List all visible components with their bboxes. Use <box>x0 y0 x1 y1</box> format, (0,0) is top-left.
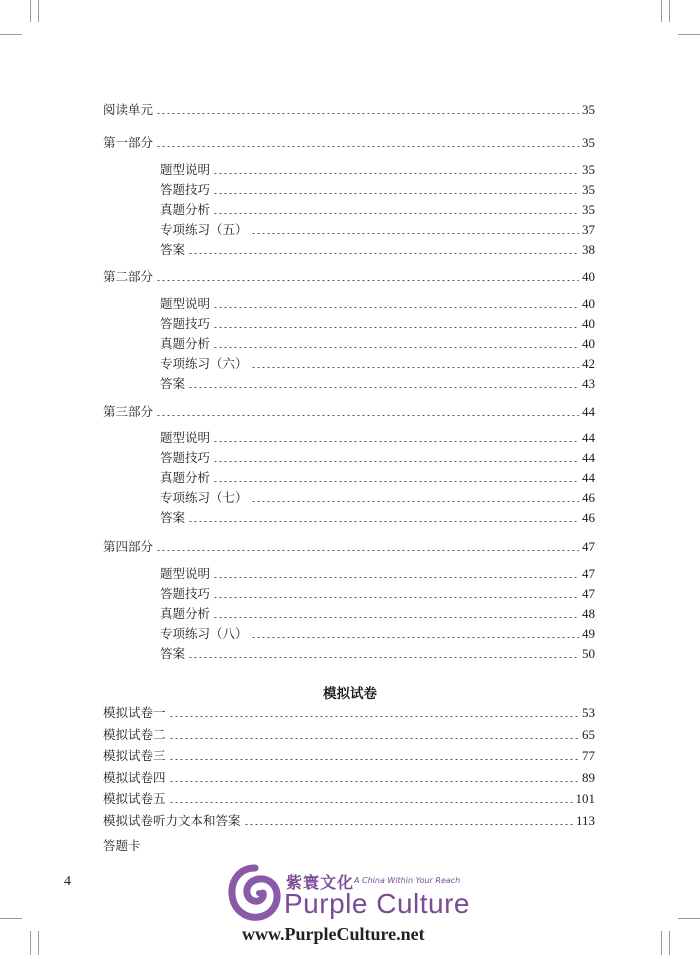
dot-leader <box>156 550 579 551</box>
toc-subentry[interactable] <box>160 468 595 486</box>
section-title-mock-exams: 模拟试卷 <box>323 686 377 702</box>
toc-entry-page: 77 <box>582 748 595 763</box>
dot-leader <box>213 597 579 598</box>
toc-entry-label: 模拟试卷听力文本和答案 <box>103 813 241 828</box>
toc-entry-page: 46 <box>582 490 595 505</box>
dot-leader <box>213 577 579 578</box>
toc-entry-page: 44 <box>582 450 595 465</box>
toc-subentry[interactable] <box>160 160 595 178</box>
toc-entry-label: 真题分析 <box>160 336 211 351</box>
toc-entry-page: 40 <box>582 269 595 284</box>
toc-entry-page: 35 <box>582 135 595 150</box>
toc-entry-label: 专项练习（五） <box>160 222 248 237</box>
toc-subentry[interactable] <box>160 428 595 446</box>
toc-entry-label: 答案 <box>160 376 186 391</box>
toc-entry-page: 47 <box>582 539 595 554</box>
dot-leader <box>213 441 579 442</box>
purple-culture-swirl-icon <box>228 864 282 922</box>
toc-subentry[interactable] <box>160 294 595 312</box>
toc-entry-page: 53 <box>582 705 595 720</box>
toc-entry-page: 40 <box>582 336 595 351</box>
dot-leader <box>156 415 579 416</box>
toc-entry-label: 阅读单元 <box>103 102 154 117</box>
toc-entry-page: 40 <box>582 316 595 331</box>
dot-leader <box>244 824 573 825</box>
toc-entry-page: 44 <box>582 470 595 485</box>
toc-entry-label: 模拟试卷一 <box>103 705 166 720</box>
toc-entry-label: 专项练习（六） <box>160 356 248 371</box>
toc-subentry[interactable] <box>160 180 595 198</box>
toc-subentry[interactable] <box>160 584 595 602</box>
toc-entry-page: 47 <box>582 566 595 581</box>
dot-leader <box>213 481 579 482</box>
dot-leader <box>213 193 579 194</box>
dot-leader <box>169 759 579 760</box>
toc-entry-page: 46 <box>582 510 595 525</box>
toc-entry-label: 专项练习（八） <box>160 626 248 641</box>
toc-entry-mock-exam[interactable] <box>103 746 595 764</box>
toc-entry-label: 模拟试卷四 <box>103 770 166 785</box>
toc-entry-label: 专项练习（七） <box>160 490 248 505</box>
toc-subentry[interactable] <box>160 448 595 466</box>
toc-entry-page: 43 <box>582 376 595 391</box>
toc-entry-part-3[interactable] <box>103 402 595 420</box>
toc-entry-label: 模拟试卷五 <box>103 791 166 806</box>
toc-entry-page: 113 <box>575 813 595 828</box>
toc-entry-label: 真题分析 <box>160 606 211 621</box>
toc-entry-answer-sheet[interactable]: 答题卡 <box>103 838 141 853</box>
logo-url: www.PurpleCulture.net <box>242 924 425 944</box>
toc-entry-page: 49 <box>582 626 595 641</box>
toc-entry-page: 47 <box>582 586 595 601</box>
dot-leader <box>251 367 579 368</box>
toc-entry-label: 答题技巧 <box>160 450 211 465</box>
dot-leader <box>213 327 579 328</box>
dot-leader <box>156 280 579 281</box>
dot-leader <box>213 213 579 214</box>
toc-entry-label: 模拟试卷二 <box>103 727 166 742</box>
toc-entry-page: 65 <box>582 727 595 742</box>
dot-leader <box>188 253 579 254</box>
toc-entry-label: 答题技巧 <box>160 316 211 331</box>
toc-subentry[interactable] <box>160 240 595 258</box>
toc-entry-label: 答案 <box>160 646 186 661</box>
toc-entry-page: 101 <box>575 791 595 806</box>
toc-entry-page: 48 <box>582 606 595 621</box>
dot-leader <box>213 617 579 618</box>
toc-subentry[interactable] <box>160 564 595 582</box>
toc-entry-page: 35 <box>582 162 595 177</box>
toc-entry-label: 答案 <box>160 510 186 525</box>
toc-entry-label: 题型说明 <box>160 296 211 311</box>
toc-entry-label: 答案 <box>160 242 186 257</box>
toc-entry-page: 44 <box>582 404 595 419</box>
toc-entry-page: 40 <box>582 296 595 311</box>
watermark-logo <box>228 862 488 952</box>
toc-entry-page: 44 <box>582 430 595 445</box>
dot-leader <box>169 716 579 717</box>
toc-entry-page: 37 <box>582 222 595 237</box>
toc-entry-label: 第三部分 <box>103 404 154 419</box>
toc-entry-label: 答题技巧 <box>160 586 211 601</box>
dot-leader <box>213 307 579 308</box>
toc-entry-label: 题型说明 <box>160 430 211 445</box>
toc-entry-label: 真题分析 <box>160 470 211 485</box>
toc-subentry[interactable] <box>160 624 595 642</box>
dot-leader <box>251 501 579 502</box>
toc-entry-label: 真题分析 <box>160 202 211 217</box>
toc-entry-reading-unit[interactable] <box>103 100 595 118</box>
toc-subentry[interactable] <box>160 508 595 526</box>
dot-leader <box>213 173 579 174</box>
toc-subentry[interactable] <box>160 314 595 332</box>
toc-subentry[interactable] <box>160 334 595 352</box>
toc-entry-label: 答题技巧 <box>160 182 211 197</box>
toc-entry-mock-exam[interactable] <box>103 703 595 721</box>
dot-leader <box>156 146 579 147</box>
toc-entry-label: 第四部分 <box>103 539 154 554</box>
page-number: 4 <box>64 874 71 889</box>
toc-subentry[interactable] <box>160 488 595 506</box>
logo-english-text: Purple Culture <box>284 888 470 919</box>
toc-entry-part-4[interactable] <box>103 537 595 555</box>
toc-entry-label: 题型说明 <box>160 162 211 177</box>
dot-leader <box>188 521 579 522</box>
toc-subentry[interactable] <box>160 220 595 238</box>
toc-subentry[interactable] <box>160 354 595 372</box>
logo-chinese-text: 紫寰文化 <box>286 873 355 892</box>
toc-subentry[interactable] <box>160 374 595 392</box>
toc-entry-mock-exam[interactable] <box>103 768 595 786</box>
dot-leader <box>213 347 579 348</box>
toc-entry-part-2[interactable] <box>103 267 595 285</box>
toc-entry-label: 第一部分 <box>103 135 154 150</box>
toc-entry-label: 第二部分 <box>103 269 154 284</box>
toc-entry-mock-exam[interactable] <box>103 789 595 807</box>
dot-leader <box>169 738 579 739</box>
toc-subentry[interactable] <box>160 200 595 218</box>
toc-entry-page: 35 <box>582 102 595 117</box>
toc-entry-page: 38 <box>582 242 595 257</box>
dot-leader <box>251 637 579 638</box>
dot-leader <box>251 233 579 234</box>
toc-subentry[interactable] <box>160 604 595 622</box>
dot-leader <box>188 657 579 658</box>
toc-entry-page: 50 <box>582 646 595 661</box>
toc-entry-label: 模拟试卷三 <box>103 748 166 763</box>
toc-entry-label: 题型说明 <box>160 566 211 581</box>
toc-entry-page: 35 <box>582 182 595 197</box>
dot-leader <box>188 387 579 388</box>
dot-leader <box>169 802 573 803</box>
dot-leader <box>213 461 579 462</box>
toc-entry-page: 89 <box>582 770 595 785</box>
logo-tagline: A China Within Your Reach <box>354 876 461 885</box>
toc-entry-page: 42 <box>582 356 595 371</box>
dot-leader <box>156 113 579 114</box>
toc-subentry[interactable] <box>160 644 595 662</box>
toc-entry-part-1[interactable] <box>103 133 595 151</box>
toc-entry-mock-exam[interactable] <box>103 725 595 743</box>
toc-entry-mock-exam[interactable] <box>103 811 595 829</box>
dot-leader <box>169 781 579 782</box>
toc-entry-page: 35 <box>582 202 595 217</box>
